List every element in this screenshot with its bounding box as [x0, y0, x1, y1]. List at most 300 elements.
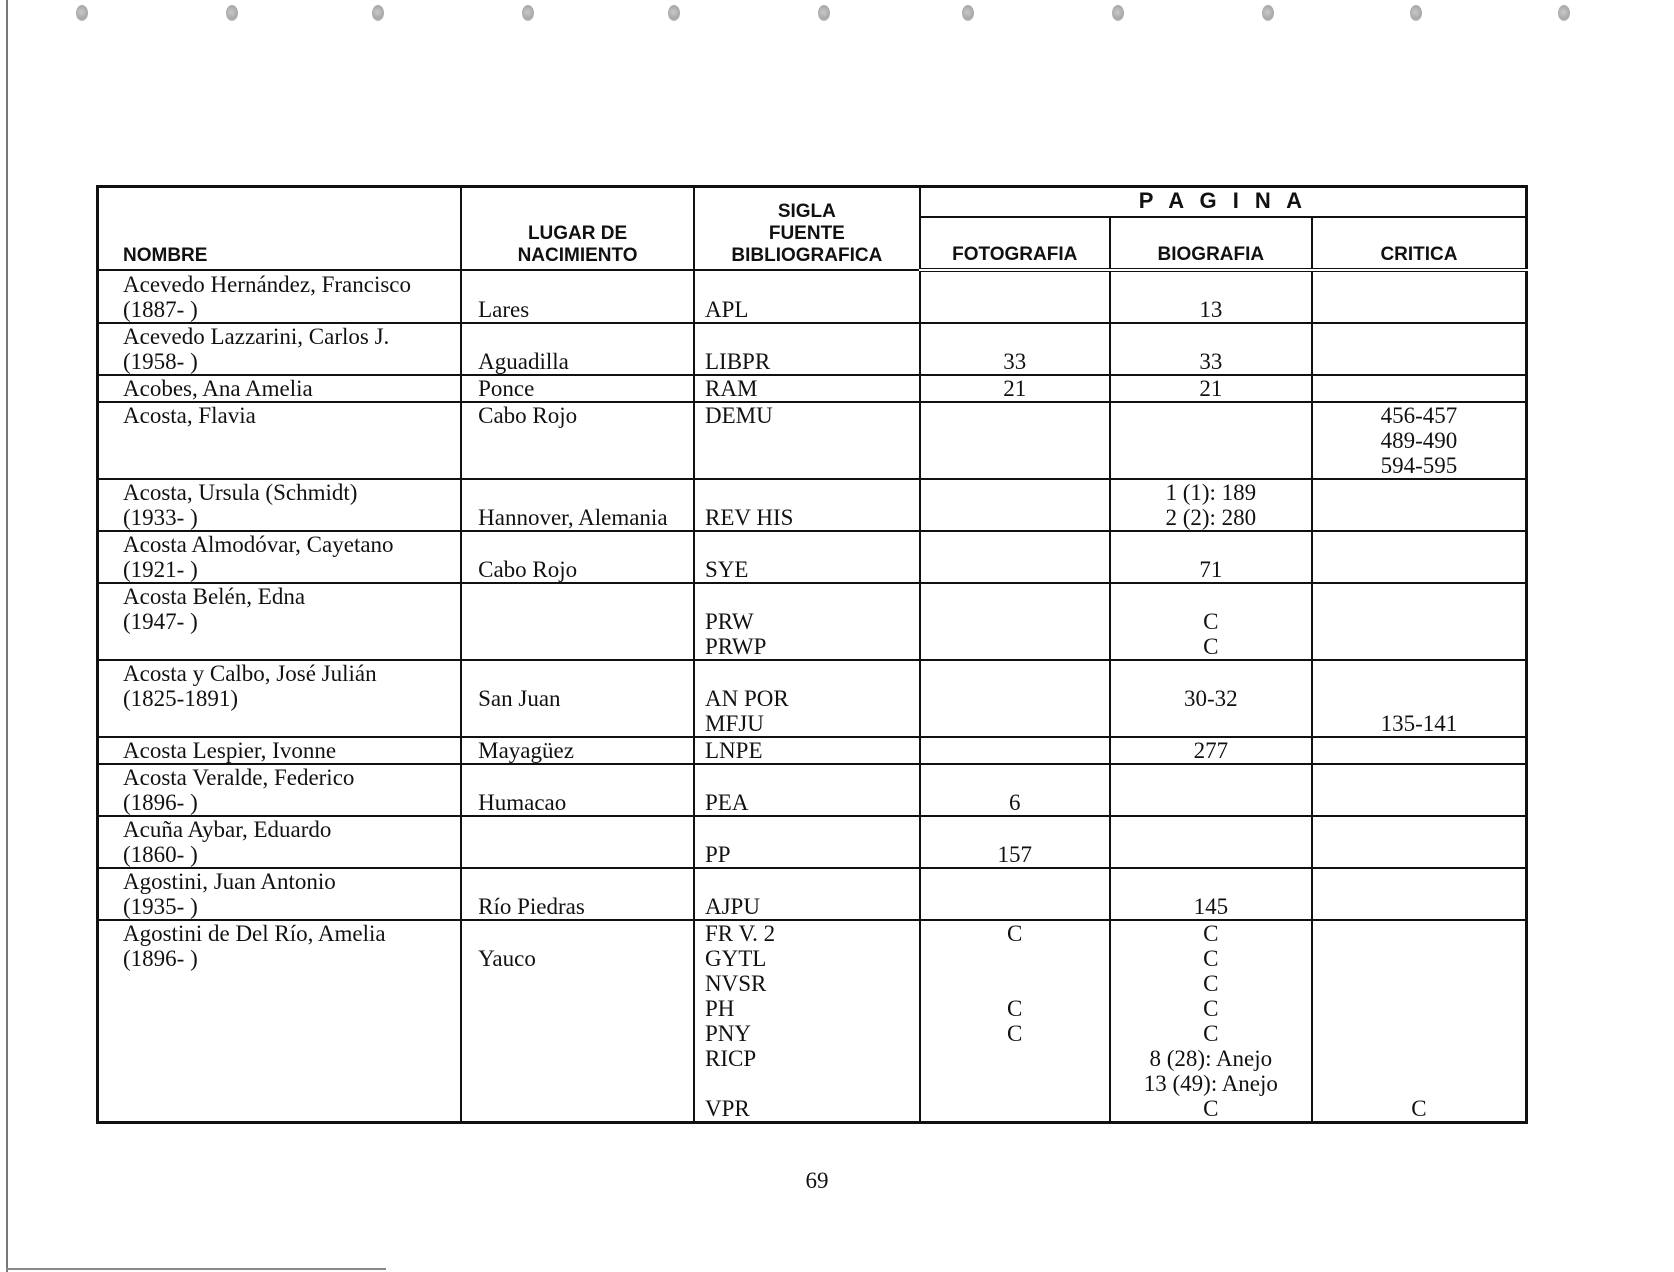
cell-nombre: [98, 920, 462, 1123]
cell-lugar-line: [478, 765, 693, 790]
table-row: [98, 816, 1527, 868]
cell-sigla-line: DEMU: [705, 403, 773, 428]
cell-fotografia: [920, 764, 1110, 816]
cell-critica-line: 489-490: [1380, 428, 1458, 453]
cell-nombre-line: Acosta, Flavia: [123, 403, 256, 428]
cell-sigla-line: FR V. 2: [705, 921, 776, 946]
cell-sigla-line: GYTL: [705, 946, 767, 971]
cell-nombre-line: [123, 634, 460, 659]
cell-nombre: [98, 660, 462, 737]
cell-nombre-line: (1896- ): [123, 946, 198, 971]
cell-lugar: [461, 764, 694, 816]
cell-nombre-line: [123, 1096, 460, 1121]
cell-sigla-line: APL: [705, 297, 749, 322]
cell-biografia: [1110, 764, 1312, 816]
cell-biografia: [1110, 816, 1312, 868]
table-row: [98, 402, 1527, 479]
cell-fotografia-line: 157: [997, 842, 1032, 867]
page-edge-line: [6, 0, 8, 1272]
cell-critica: [1312, 660, 1527, 737]
page-bottom-line: [6, 1268, 386, 1270]
cell-lugar-line: Cabo Rojo: [478, 557, 578, 582]
cell-fotografia-line: 21: [1003, 376, 1027, 401]
cell-sigla-line: [705, 584, 919, 609]
cell-biografia-line: C: [1203, 971, 1219, 996]
cell-critica-line: [1313, 505, 1525, 530]
cell-lugar-line: Hannover, Alemania: [478, 505, 668, 530]
cell-biografia: [1110, 479, 1312, 531]
cell-nombre: [98, 816, 462, 868]
punch-hole: [226, 5, 238, 21]
cell-sigla-line: [705, 661, 919, 686]
cell-biografia: [1110, 737, 1312, 764]
table-row: [98, 531, 1527, 583]
cell-lugar-line: Humacao: [478, 790, 567, 815]
cell-biografia: [1110, 531, 1312, 583]
table-row: [98, 323, 1527, 375]
cell-nombre: [98, 375, 462, 402]
table-row: [98, 737, 1527, 764]
cell-lugar-line: [478, 869, 693, 894]
cell-fotografia-line: [921, 584, 1109, 609]
cell-critica: [1312, 737, 1527, 764]
cell-lugar-line: [478, 453, 693, 478]
cell-critica-line: [1313, 634, 1525, 659]
cell-lugar-line: [478, 661, 693, 686]
cell-nombre-line: Acosta Almodóvar, Cayetano: [123, 532, 394, 557]
header-fotografia: FOTOGRAFIA: [920, 217, 1110, 270]
cell-biografia-line: [1111, 711, 1311, 736]
cell-sigla-line: [705, 1071, 919, 1096]
cell-critica-line: [1313, 946, 1525, 971]
cell-biografia-line: [1111, 324, 1311, 349]
cell-fotografia-line: [921, 971, 1109, 996]
cell-fotografia: [920, 375, 1110, 402]
cell-biografia: [1110, 270, 1312, 323]
cell-biografia-line: [1111, 428, 1311, 453]
cell-biografia: [1110, 660, 1312, 737]
cell-lugar-line: [478, 480, 693, 505]
cell-sigla-line: LIBPR: [705, 349, 771, 374]
cell-lugar-line: [478, 842, 693, 867]
cell-critica-line: [1313, 661, 1525, 686]
cell-lugar-line: [478, 1021, 693, 1046]
cell-sigla-line: [705, 869, 919, 894]
cell-biografia-line: [1111, 453, 1311, 478]
cell-lugar: [461, 323, 694, 375]
cell-sigla-line: PNY: [705, 1021, 752, 1046]
cell-biografia-line: 277: [1193, 738, 1229, 763]
cell-critica-line: [1313, 842, 1525, 867]
cell-lugar-line: [478, 996, 693, 1021]
cell-fotografia-line: [921, 505, 1109, 530]
cell-lugar: [461, 531, 694, 583]
cell-critica-line: [1313, 765, 1525, 790]
cell-biografia-line: [1111, 765, 1311, 790]
cell-biografia-line: C: [1203, 609, 1219, 634]
cell-lugar-line: [478, 584, 693, 609]
header-biografia: BIOGRAFIA: [1110, 217, 1312, 270]
cell-lugar-line: [478, 711, 693, 736]
cell-critica-line: [1313, 1021, 1525, 1046]
cell-critica-line: [1313, 894, 1525, 919]
cell-biografia-line: 1 (1): 189: [1165, 480, 1257, 505]
cell-sigla: [694, 737, 920, 764]
cell-nombre-line: [123, 453, 460, 478]
cell-critica: [1312, 920, 1527, 1123]
cell-nombre-line: (1933- ): [123, 505, 198, 530]
cell-sigla-line: AJPU: [705, 894, 760, 919]
cell-lugar: [461, 816, 694, 868]
cell-biografia-line: 33: [1199, 349, 1223, 374]
cell-lugar-line: [478, 532, 693, 557]
cell-fotografia: [920, 270, 1110, 323]
cell-lugar-line: [478, 971, 693, 996]
table-row: [98, 660, 1527, 737]
cell-fotografia: [920, 583, 1110, 660]
cell-fotografia-line: [921, 946, 1109, 971]
cell-fotografia-line: [921, 894, 1109, 919]
cell-nombre: [98, 402, 462, 479]
cell-critica-line: [1313, 1071, 1525, 1096]
cell-fotografia-line: [921, 272, 1109, 297]
cell-lugar-line: Mayagüez: [478, 738, 574, 763]
cell-biografia-line: [1111, 532, 1311, 557]
cell-fotografia: [920, 479, 1110, 531]
cell-nombre-line: Acevedo Lazzarini, Carlos J.: [123, 324, 390, 349]
cell-critica: [1312, 816, 1527, 868]
cell-fotografia-line: [921, 765, 1109, 790]
cell-sigla-line: REV HIS: [705, 505, 794, 530]
punch-hole: [1112, 5, 1124, 21]
cell-lugar-line: [478, 1046, 693, 1071]
biography-index-table: [96, 185, 1528, 1124]
cell-lugar: [461, 868, 694, 920]
punch-hole: [1558, 5, 1570, 21]
cell-lugar-line: [478, 1096, 693, 1121]
header-pagina: P A G I N A: [920, 187, 1527, 218]
cell-lugar: [461, 270, 694, 323]
cell-sigla: [694, 583, 920, 660]
punch-hole: [1262, 5, 1274, 21]
cell-sigla-line: PP: [705, 842, 731, 867]
cell-biografia-line: C: [1203, 921, 1219, 946]
cell-fotografia: [920, 920, 1110, 1123]
cell-biografia-line: 30-32: [1184, 686, 1238, 711]
cell-nombre-line: [123, 971, 460, 996]
cell-sigla-line: [705, 324, 919, 349]
cell-lugar-line: [478, 272, 693, 297]
cell-critica-line: [1313, 996, 1525, 1021]
cell-nombre-line: Acobes, Ana Amelia: [123, 376, 313, 401]
cell-nombre-line: Acosta Lespier, Ivonne: [123, 738, 337, 763]
cell-sigla-line: VPR: [705, 1096, 750, 1121]
cell-lugar-line: San Juan: [478, 686, 561, 711]
cell-biografia-line: C: [1203, 634, 1219, 659]
cell-fotografia-line: C: [1007, 921, 1023, 946]
cell-biografia-line: [1111, 842, 1311, 867]
cell-biografia-line: [1111, 817, 1311, 842]
cell-critica-line: [1313, 686, 1525, 711]
cell-critica-line: [1313, 817, 1525, 842]
cell-sigla: [694, 920, 920, 1123]
cell-fotografia: [920, 737, 1110, 764]
cell-lugar-line: Río Piedras: [478, 894, 585, 919]
cell-biografia: [1110, 583, 1312, 660]
cell-fotografia-line: [921, 609, 1109, 634]
cell-fotografia-line: [921, 661, 1109, 686]
cell-nombre-line: (1896- ): [123, 790, 198, 815]
cell-biografia: [1110, 375, 1312, 402]
cell-critica: [1312, 479, 1527, 531]
cell-fotografia: [920, 816, 1110, 868]
cell-biografia-line: C: [1203, 1096, 1219, 1121]
cell-fotografia-line: [921, 686, 1109, 711]
punch-hole: [522, 5, 534, 21]
cell-sigla: [694, 816, 920, 868]
cell-fotografia-line: [921, 634, 1109, 659]
cell-nombre-line: (1947- ): [123, 609, 198, 634]
header-critica: CRITICA: [1312, 217, 1527, 270]
table-row: [98, 920, 1527, 1123]
cell-critica-line: [1313, 921, 1525, 946]
cell-sigla: [694, 375, 920, 402]
cell-biografia-line: [1111, 661, 1311, 686]
table-row: [98, 583, 1527, 660]
page-number: 69: [805, 1168, 829, 1193]
cell-nombre-line: (1921- ): [123, 557, 198, 582]
cell-biografia-line: C: [1203, 946, 1219, 971]
cell-fotografia-line: [921, 817, 1109, 842]
cell-nombre-line: [123, 1046, 460, 1071]
cell-lugar-line: [478, 609, 693, 634]
cell-sigla-line: [705, 453, 919, 478]
cell-biografia-line: [1111, 272, 1311, 297]
cell-fotografia-line: [921, 557, 1109, 582]
cell-biografia-line: 8 (28): Anejo: [1149, 1046, 1273, 1071]
cell-lugar: [461, 920, 694, 1123]
cell-critica-line: 594-595: [1380, 453, 1458, 478]
cell-biografia-line: [1111, 403, 1311, 428]
cell-nombre-line: (1887- ): [123, 297, 198, 322]
cell-critica-line: [1313, 790, 1525, 815]
cell-critica-line: [1313, 376, 1525, 401]
cell-sigla-line: MFJU: [705, 711, 764, 736]
cell-fotografia-line: [921, 711, 1109, 736]
cell-fotografia-line: [921, 1071, 1109, 1096]
cell-sigla-line: RAM: [705, 376, 758, 401]
cell-nombre-line: Acosta, Ursula (Schmidt): [123, 480, 358, 505]
cell-fotografia-line: [921, 403, 1109, 428]
cell-nombre-line: Acosta y Calbo, José Julián: [123, 661, 377, 686]
cell-critica-line: C: [1411, 1096, 1427, 1121]
cell-sigla-line: RICP: [705, 1046, 757, 1071]
cell-lugar-line: [478, 324, 693, 349]
cell-sigla: [694, 402, 920, 479]
cell-nombre-line: (1958- ): [123, 349, 198, 374]
cell-fotografia-line: C: [1007, 996, 1023, 1021]
cell-fotografia: [920, 323, 1110, 375]
cell-lugar-line: Ponce: [478, 376, 535, 401]
cell-lugar: [461, 660, 694, 737]
cell-sigla: [694, 323, 920, 375]
cell-critica: [1312, 375, 1527, 402]
cell-nombre: [98, 531, 462, 583]
table-body: [98, 270, 1527, 1123]
cell-sigla-line: PEA: [705, 790, 749, 815]
cell-fotografia-line: [921, 738, 1109, 763]
cell-nombre: [98, 868, 462, 920]
punch-hole: [962, 5, 974, 21]
cell-biografia-line: [1111, 584, 1311, 609]
cell-biografia: [1110, 402, 1312, 479]
header-lugar: LUGAR DE NACIMIENTO: [461, 187, 694, 271]
cell-fotografia-line: [921, 428, 1109, 453]
cell-fotografia-line: [921, 480, 1109, 505]
table-row: [98, 868, 1527, 920]
header-nombre: NOMBRE: [98, 187, 462, 271]
cell-critica-line: [1313, 557, 1525, 582]
cell-critica-line: 456-457: [1380, 403, 1458, 428]
cell-critica: [1312, 531, 1527, 583]
cell-nombre-line: [123, 711, 460, 736]
cell-sigla: [694, 479, 920, 531]
cell-nombre-line: Acosta Veralde, Federico: [123, 765, 355, 790]
cell-sigla-line: PRW: [705, 609, 754, 634]
cell-biografia: [1110, 920, 1312, 1123]
cell-critica-line: [1313, 297, 1525, 322]
cell-biografia-line: [1111, 790, 1311, 815]
cell-lugar-line: Cabo Rojo: [478, 403, 578, 428]
cell-lugar-line: Aguadilla: [478, 349, 569, 374]
cell-sigla-line: [705, 480, 919, 505]
cell-fotografia-line: [921, 297, 1109, 322]
cell-critica-line: [1313, 1046, 1525, 1071]
cell-biografia: [1110, 323, 1312, 375]
punch-hole: [76, 5, 88, 21]
header-sigla: SIGLA FUENTE BIBLIOGRAFICA: [694, 187, 920, 271]
cell-critica-line: [1313, 272, 1525, 297]
cell-critica: [1312, 868, 1527, 920]
cell-sigla-line: [705, 272, 919, 297]
cell-nombre-line: (1825-1891): [123, 686, 238, 711]
cell-lugar-line: [478, 634, 693, 659]
punch-hole: [668, 5, 680, 21]
cell-critica-line: [1313, 584, 1525, 609]
cell-lugar-line: [478, 428, 693, 453]
cell-nombre-line: [123, 428, 460, 453]
cell-nombre: [98, 583, 462, 660]
cell-biografia-line: 145: [1193, 894, 1229, 919]
cell-nombre: [98, 270, 462, 323]
cell-sigla: [694, 868, 920, 920]
cell-biografia-line: 21: [1199, 376, 1223, 401]
cell-lugar-line: Lares: [478, 297, 530, 322]
cell-fotografia: [920, 660, 1110, 737]
cell-fotografia-line: 6: [1008, 790, 1021, 815]
cell-fotografia: [920, 868, 1110, 920]
cell-fotografia-line: C: [1007, 1021, 1023, 1046]
table-row: [98, 764, 1527, 816]
cell-sigla-line: AN POR: [705, 686, 789, 711]
cell-nombre-line: Acuña Aybar, Eduardo: [123, 817, 332, 842]
table-row: [98, 375, 1527, 402]
cell-nombre: [98, 764, 462, 816]
cell-fotografia-line: [921, 532, 1109, 557]
cell-fotografia-line: [921, 1096, 1109, 1121]
cell-sigla-line: LNPE: [705, 738, 763, 763]
cell-fotografia-line: [921, 869, 1109, 894]
cell-lugar: [461, 583, 694, 660]
cell-lugar-line: [478, 1071, 693, 1096]
cell-lugar: [461, 375, 694, 402]
cell-sigla-line: SYE: [705, 557, 749, 582]
cell-critica-line: [1313, 738, 1525, 763]
cell-sigla-line: [705, 817, 919, 842]
cell-fotografia-line: [921, 324, 1109, 349]
cell-nombre-line: Acosta Belén, Edna: [123, 584, 306, 609]
cell-critica: [1312, 764, 1527, 816]
cell-lugar-line: Yauco: [478, 946, 536, 971]
cell-critica: [1312, 270, 1527, 323]
punch-hole: [818, 5, 830, 21]
cell-nombre-line: (1935- ): [123, 894, 198, 919]
cell-critica-line: [1313, 609, 1525, 634]
cell-sigla: [694, 764, 920, 816]
cell-fotografia-line: [921, 453, 1109, 478]
cell-lugar: [461, 402, 694, 479]
cell-fotografia-line: [921, 1046, 1109, 1071]
cell-fotografia: [920, 531, 1110, 583]
cell-biografia-line: C: [1203, 1021, 1219, 1046]
cell-lugar: [461, 737, 694, 764]
cell-nombre-line: (1860- ): [123, 842, 198, 867]
cell-nombre-line: [123, 1071, 460, 1096]
cell-sigla-line: [705, 765, 919, 790]
cell-sigla-line: [705, 532, 919, 557]
cell-lugar-line: [478, 921, 693, 946]
cell-lugar: [461, 479, 694, 531]
cell-biografia-line: 2 (2): 280: [1165, 505, 1257, 530]
cell-biografia-line: [1111, 869, 1311, 894]
cell-nombre: [98, 323, 462, 375]
cell-sigla: [694, 270, 920, 323]
cell-nombre-line: Agostini de Del Río, Amelia: [123, 921, 386, 946]
cell-critica-line: 135-141: [1380, 711, 1458, 736]
cell-nombre-line: Agostini, Juan Antonio: [123, 869, 336, 894]
cell-critica-line: [1313, 971, 1525, 996]
cell-nombre: [98, 737, 462, 764]
cell-critica-line: [1313, 480, 1525, 505]
cell-nombre-line: [123, 996, 460, 1021]
cell-biografia: [1110, 868, 1312, 920]
cell-biografia-line: C: [1203, 996, 1219, 1021]
table-row: [98, 270, 1527, 323]
cell-biografia-line: 71: [1199, 557, 1223, 582]
cell-critica-line: [1313, 324, 1525, 349]
cell-critica: [1312, 402, 1527, 479]
cell-biografia-line: 13: [1199, 297, 1223, 322]
cell-biografia-line: 13 (49): Anejo: [1143, 1071, 1278, 1096]
cell-sigla-line: PH: [705, 996, 735, 1021]
cell-sigla-line: PRWP: [705, 634, 767, 659]
cell-critica: [1312, 583, 1527, 660]
cell-critica-line: [1313, 349, 1525, 374]
table-row: [98, 479, 1527, 531]
cell-fotografia-line: 33: [1003, 349, 1027, 374]
cell-sigla-line: NVSR: [705, 971, 767, 996]
cell-nombre: [98, 479, 462, 531]
